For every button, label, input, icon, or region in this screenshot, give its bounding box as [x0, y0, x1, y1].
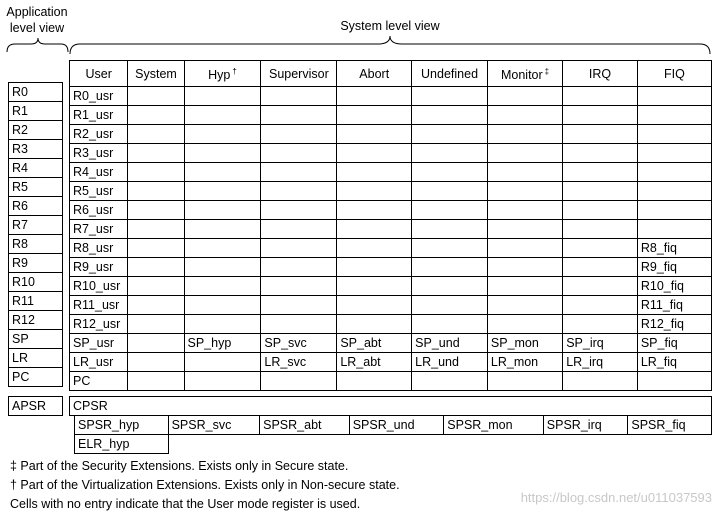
table-row — [70, 239, 712, 258]
register-cell — [412, 182, 488, 201]
register-cell — [261, 125, 337, 144]
system-view-brace — [66, 34, 716, 58]
register-cell — [128, 239, 184, 258]
table-row — [70, 372, 712, 391]
application-level-view-label: Application level view — [6, 5, 68, 35]
register-cell: R2_usr — [70, 125, 128, 144]
column-header-system: System — [128, 61, 184, 87]
register-cell — [128, 372, 184, 391]
register-cell — [337, 182, 412, 201]
register-cell: SP_hyp — [184, 334, 261, 353]
app-register-r9: R9 — [9, 254, 63, 273]
app-register-table — [8, 82, 63, 387]
register-cell: R4_usr — [70, 163, 128, 182]
register-cell — [128, 353, 184, 372]
register-cell: LR_svc — [261, 353, 337, 372]
app-register-r2: R2 — [9, 121, 63, 140]
column-header-monitor: Monitor ‡ — [487, 61, 562, 87]
register-cell — [337, 87, 412, 106]
table-row — [70, 277, 712, 296]
register-cell — [261, 87, 337, 106]
register-cell — [412, 201, 488, 220]
register-cell — [637, 372, 711, 391]
register-cell — [637, 87, 711, 106]
register-cell — [128, 87, 184, 106]
register-cell: R10_usr — [70, 277, 128, 296]
register-cell — [261, 163, 337, 182]
register-cell: SP_und — [412, 334, 488, 353]
app-register-r0: R0 — [9, 83, 63, 102]
register-cell — [128, 106, 184, 125]
register-cell — [128, 296, 184, 315]
register-cell — [412, 220, 488, 239]
register-cell — [563, 315, 638, 334]
register-cell — [563, 125, 638, 144]
elr-hyp-cell: ELR_hyp — [75, 435, 169, 454]
register-cell — [412, 106, 488, 125]
app-register-pc: PC — [9, 368, 63, 387]
register-cell — [261, 258, 337, 277]
register-cell — [261, 106, 337, 125]
column-header-fiq: FIQ — [637, 61, 711, 87]
register-cell: R1_usr — [70, 106, 128, 125]
status-register-table — [69, 396, 712, 454]
register-cell — [184, 258, 261, 277]
register-cell — [563, 106, 638, 125]
register-cell — [487, 87, 562, 106]
register-cell — [337, 239, 412, 258]
register-cell — [487, 106, 562, 125]
column-header-irq: IRQ — [563, 61, 638, 87]
spsr-cell: SPSR_hyp — [75, 416, 169, 435]
register-cell — [184, 353, 261, 372]
register-cell — [261, 372, 337, 391]
register-cell: LR_usr — [70, 353, 128, 372]
table-row — [70, 296, 712, 315]
register-cell — [337, 372, 412, 391]
register-cell: SP_abt — [337, 334, 412, 353]
spsr-cell: SPSR_abt — [260, 416, 350, 435]
register-cell — [337, 220, 412, 239]
register-cell: R10_fiq — [637, 277, 711, 296]
register-cell — [487, 125, 562, 144]
table-row — [70, 315, 712, 334]
register-cell — [487, 220, 562, 239]
table-row — [70, 201, 712, 220]
column-header-undefined: Undefined — [412, 61, 488, 87]
register-cell — [128, 315, 184, 334]
register-cell: R3_usr — [70, 144, 128, 163]
register-cell — [487, 372, 562, 391]
register-cell: R0_usr — [70, 87, 128, 106]
app-register-r10: R10 — [9, 273, 63, 292]
register-cell — [637, 201, 711, 220]
column-header-supervisor: Supervisor — [261, 61, 337, 87]
register-cell: R11_usr — [70, 296, 128, 315]
app-register-r12: R12 — [9, 311, 63, 330]
register-cell — [184, 182, 261, 201]
register-cell — [487, 258, 562, 277]
register-cell: LR_abt — [337, 353, 412, 372]
register-cell: LR_fiq — [637, 353, 711, 372]
apsr-table — [8, 396, 63, 416]
system-register-table — [69, 60, 712, 391]
register-cell: LR_irq — [563, 353, 638, 372]
register-cell: LR_mon — [487, 353, 562, 372]
spsr-cell: SPSR_mon — [444, 416, 544, 435]
register-cell — [184, 239, 261, 258]
register-cell — [128, 144, 184, 163]
register-cell — [487, 163, 562, 182]
table-row — [70, 125, 712, 144]
register-cell — [563, 163, 638, 182]
register-cell — [337, 106, 412, 125]
register-cell — [412, 277, 488, 296]
register-cell — [487, 315, 562, 334]
register-cell — [184, 201, 261, 220]
register-cell — [412, 315, 488, 334]
cpsr-cell: CPSR — [70, 397, 712, 416]
register-cell — [261, 182, 337, 201]
spsr-cell: SPSR_irq — [543, 416, 628, 435]
register-cell — [563, 258, 638, 277]
spsr-cell: SPSR_und — [349, 416, 444, 435]
register-cell — [261, 201, 337, 220]
register-cell — [412, 296, 488, 315]
register-cell — [637, 106, 711, 125]
app-register-r1: R1 — [9, 102, 63, 121]
register-cell — [563, 87, 638, 106]
apsr-cell: APSR — [9, 397, 63, 416]
register-cell — [637, 144, 711, 163]
register-cell — [128, 163, 184, 182]
table-row — [70, 353, 712, 372]
register-cell — [487, 182, 562, 201]
register-cell — [337, 315, 412, 334]
app-register-r7: R7 — [9, 216, 63, 235]
register-cell — [128, 201, 184, 220]
register-cell: R8_usr — [70, 239, 128, 258]
register-cell — [128, 277, 184, 296]
register-cell — [337, 258, 412, 277]
register-cell — [637, 125, 711, 144]
register-cell — [184, 296, 261, 315]
system-level-view-label: System level view — [340, 19, 440, 33]
register-cell — [337, 125, 412, 144]
register-cell — [184, 87, 261, 106]
register-cell: SP_fiq — [637, 334, 711, 353]
register-cell — [128, 182, 184, 201]
table-row — [70, 106, 712, 125]
register-cell: R9_fiq — [637, 258, 711, 277]
register-cell — [412, 258, 488, 277]
register-cell: LR_und — [412, 353, 488, 372]
register-cell — [637, 163, 711, 182]
register-cell — [563, 201, 638, 220]
register-cell — [487, 239, 562, 258]
register-cell — [337, 296, 412, 315]
register-cell — [128, 258, 184, 277]
app-register-r3: R3 — [9, 140, 63, 159]
register-cell — [563, 277, 638, 296]
register-cell — [261, 277, 337, 296]
register-cell — [184, 315, 261, 334]
register-cell — [637, 220, 711, 239]
spsr-cell: SPSR_svc — [168, 416, 260, 435]
register-cell — [563, 220, 638, 239]
note-security: ‡ Part of the Security Extensions. Exists only in Secure state. — [10, 459, 349, 473]
register-cell — [412, 87, 488, 106]
register-cell — [412, 372, 488, 391]
register-cell — [637, 182, 711, 201]
note-empty-cells: Cells with no entry indicate that the User mode register is used. — [10, 497, 361, 511]
register-cell: R9_usr — [70, 258, 128, 277]
register-cell: R12_usr — [70, 315, 128, 334]
table-row — [70, 144, 712, 163]
register-cell — [563, 372, 638, 391]
register-cell — [184, 106, 261, 125]
register-cell — [184, 372, 261, 391]
register-cell — [261, 144, 337, 163]
register-cell — [337, 144, 412, 163]
watermark: https://blog.csdn.net/u011037593 — [520, 490, 712, 505]
register-cell: SP_mon — [487, 334, 562, 353]
register-cell: SP_irq — [563, 334, 638, 353]
register-cell: SP_usr — [70, 334, 128, 353]
register-cell: R11_fiq — [637, 296, 711, 315]
table-row — [70, 220, 712, 239]
table-row — [70, 334, 712, 353]
register-cell — [412, 163, 488, 182]
app-register-lr: LR — [9, 349, 63, 368]
app-register-sp: SP — [9, 330, 63, 349]
register-cell — [487, 144, 562, 163]
register-cell — [261, 220, 337, 239]
register-cell — [337, 201, 412, 220]
register-cell — [261, 296, 337, 315]
app-register-r4: R4 — [9, 159, 63, 178]
table-row — [70, 258, 712, 277]
app-view-brace — [4, 36, 72, 56]
register-cell: R8_fiq — [637, 239, 711, 258]
column-header-abort: Abort — [337, 61, 412, 87]
register-cell — [487, 296, 562, 315]
register-cell — [563, 296, 638, 315]
register-cell — [128, 334, 184, 353]
register-cell — [337, 163, 412, 182]
register-cell — [261, 239, 337, 258]
register-cell — [184, 277, 261, 296]
register-cell: R5_usr — [70, 182, 128, 201]
note-virtualization: † Part of the Virtualization Extensions. Exists only in Non-secure state. — [10, 478, 400, 492]
register-cell — [412, 125, 488, 144]
register-cell — [184, 144, 261, 163]
register-cell: R7_usr — [70, 220, 128, 239]
register-cell — [184, 163, 261, 182]
register-cell — [412, 239, 488, 258]
register-cell — [261, 315, 337, 334]
app-register-r11: R11 — [9, 292, 63, 311]
register-cell — [184, 125, 261, 144]
register-cell: SP_svc — [261, 334, 337, 353]
app-register-r5: R5 — [9, 178, 63, 197]
register-cell — [487, 201, 562, 220]
register-cell: PC — [70, 372, 128, 391]
register-cell — [563, 182, 638, 201]
column-header-hyp: Hyp † — [184, 61, 261, 87]
register-cell — [563, 239, 638, 258]
table-row — [70, 163, 712, 182]
register-cell — [487, 277, 562, 296]
register-cell — [563, 144, 638, 163]
register-cell — [128, 220, 184, 239]
register-cell: R12_fiq — [637, 315, 711, 334]
register-cell — [337, 277, 412, 296]
column-header-user: User — [70, 61, 128, 87]
register-cell — [412, 144, 488, 163]
app-register-r8: R8 — [9, 235, 63, 254]
register-cell: R6_usr — [70, 201, 128, 220]
spsr-cell: SPSR_fiq — [628, 416, 712, 435]
table-row — [70, 87, 712, 106]
register-cell — [184, 220, 261, 239]
app-register-r6: R6 — [9, 197, 63, 216]
table-row — [70, 182, 712, 201]
register-cell — [128, 125, 184, 144]
